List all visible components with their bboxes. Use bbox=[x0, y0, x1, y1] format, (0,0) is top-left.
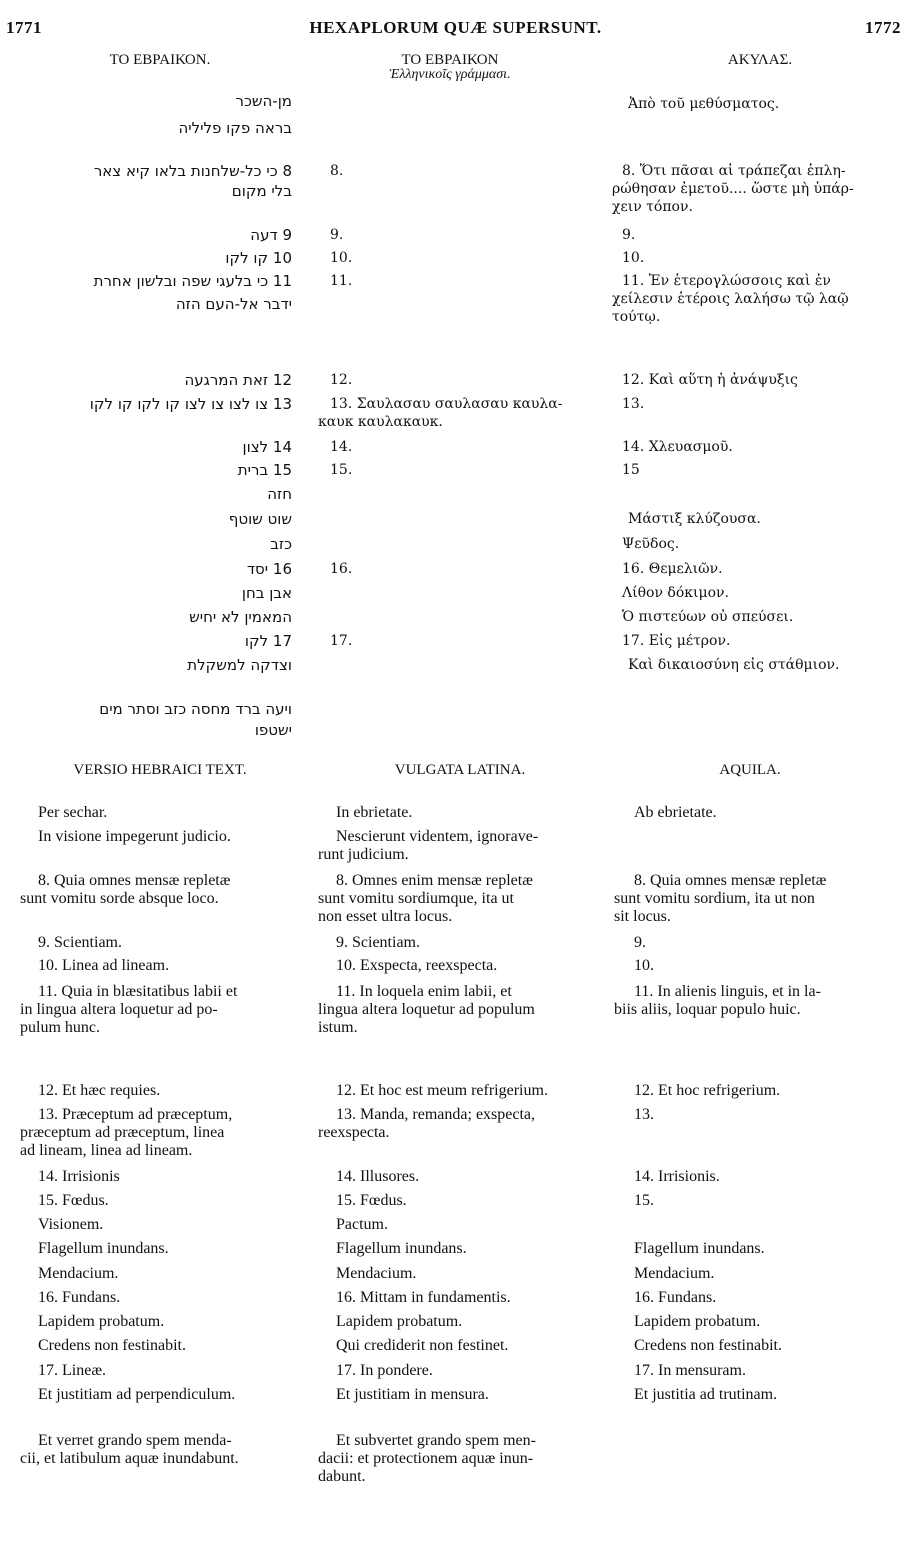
versio-line: 15. Fœdus. bbox=[38, 1192, 109, 1209]
aquila-latin-line: sunt vomitu sordium, ita ut non bbox=[614, 890, 815, 907]
vulgata-line: reexspecta. bbox=[318, 1124, 390, 1141]
versio-line: Credens non festinabit. bbox=[38, 1337, 186, 1354]
vulgata-line: 12. Et hoc est meum refrigerium. bbox=[336, 1082, 548, 1099]
vulgata-line: 14. Illusores. bbox=[336, 1168, 420, 1185]
page-title: HEXAPLORUM QUÆ SUPERSUNT. bbox=[309, 18, 602, 37]
vulgata-line: Et justitiam in mensura. bbox=[336, 1386, 489, 1403]
aquila-greek-line: 16. Θεμελιῶν. bbox=[622, 561, 723, 577]
transliteration-line: 13. Σαυλασαυ σαυλασαυ καυλα- bbox=[330, 396, 563, 412]
aquila-latin-line: 15. bbox=[634, 1192, 654, 1209]
versio-line: In visione impegerunt judicio. bbox=[38, 828, 231, 845]
aquila-greek-line: ρώθησαν ἐμετοῦ.... ὥστε μὴ ὑπάρ- bbox=[612, 181, 854, 197]
vulgata-line: 9. Scientiam. bbox=[336, 934, 420, 951]
hebrew-line: 8 כי כל-שלחנות בלאו קיא צאר bbox=[93, 162, 292, 180]
page-number-left: 1771 bbox=[6, 18, 42, 37]
aquila-greek-line: τούτῳ. bbox=[612, 309, 661, 325]
vulgata-line: Flagellum inundans. bbox=[336, 1240, 467, 1257]
hebrew-line: ידבר אל-העם הזה bbox=[175, 295, 292, 313]
aquila-greek-line: 15 bbox=[622, 462, 640, 478]
vulgata-line: Mendacium. bbox=[336, 1265, 417, 1282]
aquila-latin-line: 13. bbox=[634, 1106, 654, 1123]
aquila-greek-line: 12. Καὶ αὕτη ἡ ἀνάψυξις bbox=[622, 372, 798, 388]
aquila-latin-line: sit locus. bbox=[614, 908, 671, 925]
versio-line: cii, et latibulum aquæ inundabunt. bbox=[20, 1450, 239, 1467]
versio-line: Et verret grando spem menda- bbox=[38, 1432, 232, 1449]
versio-column-title: VERSIO HEBRAICI TEXT. bbox=[73, 762, 247, 778]
vulgata-line: non esset ultra locus. bbox=[318, 908, 453, 925]
transliteration-line: 17. bbox=[330, 633, 353, 649]
aquila-greek-line: Λίθον δόκιμον. bbox=[622, 585, 730, 601]
vulgata-line: 15. Fœdus. bbox=[336, 1192, 407, 1209]
vulgata-line: 10. Exspecta, reexspecta. bbox=[336, 957, 498, 974]
versio-line: ad lineam, linea ad lineam. bbox=[20, 1142, 193, 1159]
aquila-greek-line: χείλεσιν ἑτέροις λαλήσω τῷ λαῷ bbox=[612, 291, 849, 307]
versio-line: sunt vomitu sorde absque loco. bbox=[20, 890, 219, 907]
transliteration-line: 8. bbox=[330, 163, 344, 179]
vulgata-line: Lapidem probatum. bbox=[336, 1313, 463, 1330]
hebrew-line: ויעה ברד מחסה כזב וסתר מים bbox=[99, 700, 292, 718]
aquila-greek-line: 14. Χλευασμοῦ. bbox=[622, 439, 733, 455]
aquila-latin-line: 11. In alienis linguis, et in la- bbox=[634, 983, 821, 1000]
versio-line: Mendacium. bbox=[38, 1265, 119, 1282]
aquila-greek-column-title: ΑΚΥΛΑΣ. bbox=[727, 52, 793, 68]
vulgata-line: 16. Mittam in fundamentis. bbox=[336, 1289, 511, 1306]
hebrew-line: וצדקה למשקלת bbox=[187, 656, 292, 674]
aquila-latin-line: Credens non festinabit. bbox=[634, 1337, 782, 1354]
transliteration-subtitle: Ἑλληνικοῖς γράμμασι. bbox=[389, 67, 511, 82]
transliteration-line: 16. bbox=[330, 561, 353, 577]
hebrew-line: 17 לקו bbox=[244, 632, 292, 650]
hebrew-line: המאמין לא יחיש bbox=[189, 608, 292, 626]
vulgata-line: runt judicium. bbox=[318, 846, 409, 863]
versio-line: 8. Quia omnes mensæ repletæ bbox=[38, 872, 231, 889]
aquila-latin-line: 9. bbox=[634, 934, 646, 951]
hebrew-line: 11 כי בלעגי שפה ובלשון אחרת bbox=[93, 272, 292, 290]
hebrew-line: 14 לצון bbox=[242, 438, 292, 456]
versio-line: Per sechar. bbox=[38, 804, 108, 821]
vulgata-line: dacii: et protectionem aquæ inun- bbox=[318, 1450, 534, 1467]
aquila-greek-line: Ψεῦδος. bbox=[622, 536, 680, 552]
aquila-latin-line: 8. Quia omnes mensæ repletæ bbox=[634, 872, 827, 889]
vulgata-line: Qui crediderit non festinet. bbox=[336, 1337, 509, 1354]
aquila-greek-line: 10. bbox=[622, 250, 645, 266]
vulgata-column-title: VULGATA LATINA. bbox=[394, 762, 526, 778]
page-number-right: 1772 bbox=[865, 18, 901, 37]
transliteration-line: 9. bbox=[330, 227, 344, 243]
vulgata-line: Nescierunt videntem, ignorave- bbox=[336, 828, 539, 845]
hebrew-line: 10 קו לקו bbox=[225, 249, 292, 267]
hebrew-line: 15 ברית bbox=[237, 461, 292, 479]
aquila-greek-line: Ἀπὸ τοῦ μεθύσματος. bbox=[628, 96, 780, 112]
aquila-latin-line: biis aliis, loquar populo huic. bbox=[614, 1001, 801, 1018]
vulgata-line: 17. In pondere. bbox=[336, 1362, 433, 1379]
versio-line: Lapidem probatum. bbox=[38, 1313, 165, 1330]
versio-line: 11. Quia in blæsitatibus labii et bbox=[38, 983, 238, 1000]
aquila-latin-line: Ab ebrietate. bbox=[634, 804, 717, 821]
hebrew-line: מן-השכר bbox=[235, 92, 292, 110]
aquila-latin-line: 17. In mensuram. bbox=[634, 1362, 746, 1379]
vulgata-line: lingua altera loquetur ad populum bbox=[318, 1001, 535, 1018]
versio-line: Et justitiam ad perpendiculum. bbox=[38, 1386, 236, 1403]
hebrew-line: בלי מקום bbox=[231, 182, 292, 200]
transliteration-line: 12. bbox=[330, 372, 353, 388]
vulgata-line: 11. In loquela enim labii, et bbox=[336, 983, 512, 1000]
transliteration-line: 15. bbox=[330, 462, 353, 478]
versio-line: præceptum ad præceptum, linea bbox=[20, 1124, 225, 1141]
hebrew-line: בראה פקו פליליה bbox=[178, 119, 292, 137]
transliteration-title-text: ΤΟ ΕΒΡΑΙΚΟΝ bbox=[401, 52, 499, 68]
versio-line: 13. Præceptum ad præceptum, bbox=[38, 1106, 233, 1123]
aquila-latin-line: 12. Et hoc refrigerium. bbox=[634, 1082, 781, 1099]
aquila-greek-line: 17. Εἰς μέτρον. bbox=[622, 633, 731, 649]
aquila-latin-line: 10. bbox=[634, 957, 654, 974]
vulgata-line: sunt vomitu sordiumque, ita ut bbox=[318, 890, 514, 907]
hebrew-line: ישטפו bbox=[254, 721, 292, 739]
versio-line: Flagellum inundans. bbox=[38, 1240, 169, 1257]
aquila-latin-line: 16. Fundans. bbox=[634, 1289, 717, 1306]
aquila-latin-line: Flagellum inundans. bbox=[634, 1240, 765, 1257]
versio-line: Visionem. bbox=[38, 1216, 104, 1233]
versio-line: in lingua altera loquetur ad po- bbox=[20, 1001, 218, 1018]
versio-line: 14. Irrisionis bbox=[38, 1168, 120, 1185]
vulgata-line: 8. Omnes enim mensæ repletæ bbox=[336, 872, 533, 889]
aquila-greek-line: Μάστιξ κλύζουσα. bbox=[628, 511, 761, 527]
versio-line: 16. Fundans. bbox=[38, 1289, 121, 1306]
aquila-greek-line: Καὶ δικαιοσύνη εἰς στάθμιον. bbox=[628, 657, 840, 673]
aquila-greek-line: Ὁ πιστεύων οὐ σπεύσει. bbox=[622, 609, 794, 625]
vulgata-line: Pactum. bbox=[336, 1216, 388, 1233]
versio-line: 10. Linea ad lineam. bbox=[38, 957, 170, 974]
vulgata-line: 13. Manda, remanda; exspecta, bbox=[336, 1106, 536, 1123]
aquila-greek-line: 13. bbox=[622, 396, 645, 412]
vulgata-line: istum. bbox=[318, 1019, 358, 1036]
hebrew-line: 9 דעה bbox=[250, 226, 292, 244]
vulgata-line: Et subvertet grando spem men- bbox=[336, 1432, 536, 1449]
hebrew-line: שוט שוטף bbox=[228, 510, 292, 528]
hebrew-line: 13 צו לצו צו לצו קו לקו קו לקו bbox=[89, 395, 292, 413]
versio-line: 9. Scientiam. bbox=[38, 934, 122, 951]
aquila-latin-line: Mendacium. bbox=[634, 1265, 715, 1282]
aquila-latin-line: Et justitia ad trutinam. bbox=[634, 1386, 778, 1403]
hebrew-column-title: ΤΟ ΕΒΡΑΙΚΟΝ. bbox=[109, 52, 211, 68]
vulgata-line: dabunt. bbox=[318, 1468, 366, 1485]
transliteration-line: 14. bbox=[330, 439, 353, 455]
hebrew-line: 16 יסד bbox=[246, 560, 292, 578]
versio-line: 17. Lineæ. bbox=[38, 1362, 106, 1379]
aquila-latin-column-title: AQUILA. bbox=[719, 762, 781, 778]
transliteration-column-title bbox=[340, 52, 560, 83]
transliteration-line: καυκ καυλακαυκ. bbox=[318, 414, 443, 430]
transliteration-line: 10. bbox=[330, 250, 353, 266]
hebrew-line: כזב bbox=[270, 535, 292, 553]
transliteration-line: 11. bbox=[330, 273, 353, 289]
aquila-greek-line: 9. bbox=[622, 227, 636, 243]
aquila-latin-line: Lapidem probatum. bbox=[634, 1313, 761, 1330]
aquila-latin-line: 14. Irrisionis. bbox=[634, 1168, 720, 1185]
aquila-greek-line: 8. Ὅτι πᾶσαι αἱ τράπεζαι ἐπλη- bbox=[622, 163, 846, 179]
versio-line: 12. Et hæc requies. bbox=[38, 1082, 161, 1099]
hebrew-line: חזה bbox=[267, 485, 292, 503]
hebrew-line: אבן בחן bbox=[241, 584, 292, 602]
versio-line: pulum hunc. bbox=[20, 1019, 100, 1036]
vulgata-line: In ebrietate. bbox=[336, 804, 413, 821]
aquila-greek-line: χειν τόπον. bbox=[612, 199, 693, 215]
aquila-greek-line: 11. Ἐν ἑτερογλώσσοις καὶ ἐν bbox=[622, 273, 831, 289]
hebrew-line: 12 זאת המרגעה bbox=[184, 371, 292, 389]
